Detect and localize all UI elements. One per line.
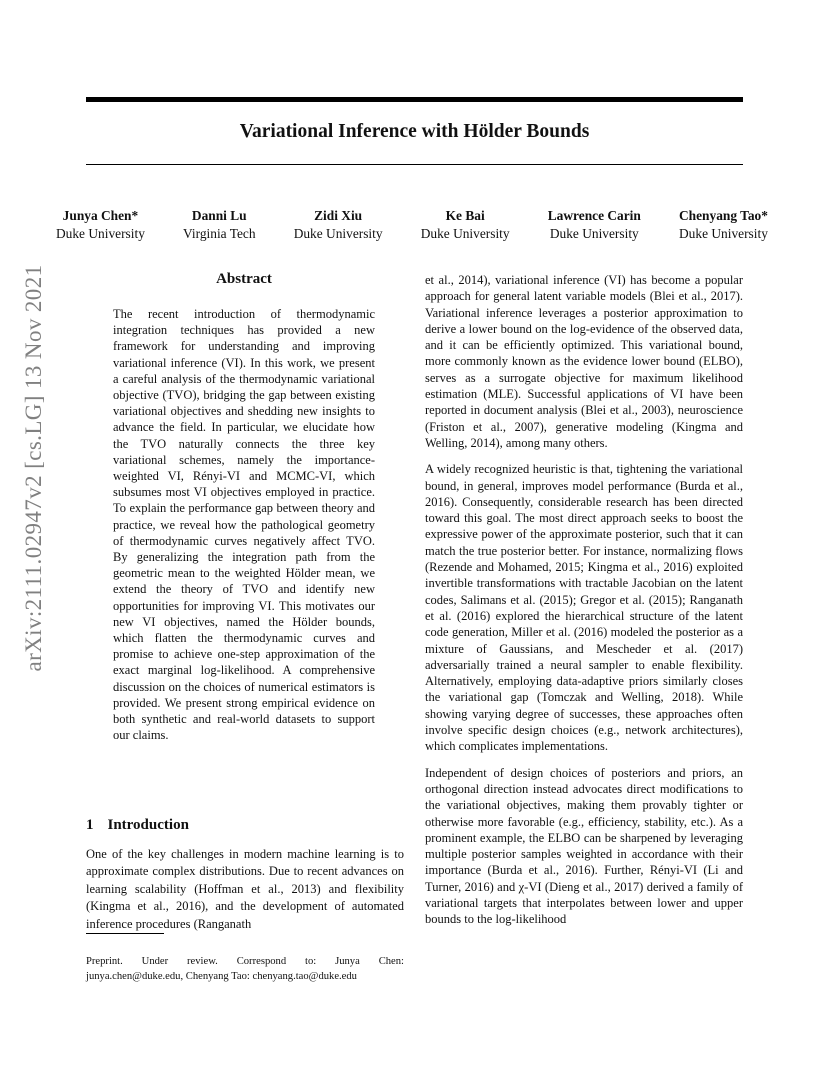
paragraph: et al., 2014), variational inference (VI) has become a popular approach for general latent variable models (Blei et al., 2017). Variational inference leverages a posterior approximation to derive a lower bound on the log-evidence of the observed data, and it can be efficiently optimized. This variational bound, more commonly known as the evidence lower bound (ELBO), serves as a surrogate objective for maximum likelihood estimation (MLE). Successful applications of VI have been reported in document analysis (Blei et al., 2003), neuroscience (Friston et al., 2007), generative modeling (Kingma and Welling, 2014), among many others. (425, 273, 743, 450)
paper-title: Variational Inference with Hölder Bounds (239, 121, 590, 142)
section-heading (86, 817, 189, 834)
author-affiliation: Virginia Tech (183, 226, 256, 241)
author-name: Zidi Xiu (314, 208, 363, 223)
top-rule (86, 97, 743, 102)
author (421, 208, 510, 242)
intro-paragraph: One of the key challenges in modern machine learning is to approximate complex distributions. Due to recent advances on learning scalability (Hoffman et al., 2013) and flexibility (Kingma et al., 2016), and the development of automated inference procedures (Ranganath (86, 847, 404, 931)
author-affiliation: Duke University (56, 226, 145, 241)
author (294, 208, 383, 242)
author-name: Junya Chen* (62, 208, 139, 223)
author (548, 208, 641, 242)
author-affiliation: Duke University (420, 226, 510, 241)
author (56, 208, 145, 242)
author-name: Danni Lu (191, 208, 247, 223)
paragraph: Independent of design choices of posteriors and priors, an orthogonal direction instead advocates direct modifications to the variational objectives, making them provably tighter or otherwise more favorable (e.g., efficiency, stability, etc.). As a prominent example, the ELBO can be sharpened by leveraging multiple posterior samples weighted in accordance with their importance (Burda et al., 2016). Further, Rényi-VI (Li and Turner, 2016) and χ-VI (Dieng et al., 2017) derived a family of variational targets that interpolates between lower and upper bounds to the log-likelihood (425, 765, 743, 927)
author (183, 208, 256, 242)
arxiv-stamp (14, 248, 54, 688)
author-affiliation: Duke University (293, 226, 383, 241)
right-column (425, 272, 743, 938)
abstract-heading: Abstract (216, 271, 272, 287)
author-name: Chenyang Tao* (679, 208, 768, 223)
author-name: Lawrence Carin (547, 208, 641, 223)
paragraph: A widely recognized heuristic is that, tightening the variational bound, in general, improves model performance (Burda et al., 2016). Consequently, considerable research has been directed toward this goal. The most direct approach seeks to boost the expressive power of the approximate posterior, such that it can match the true posterior better. For instance, normalizing flows (Rezende and Mohamed, 2015; Kingma et al., 2016) exploited invertible transformations with tractable Jacobian on the latent codes, Salimans et al. (2015); Gregor et al. (2015); Ranganath et al. (2016) explored the hierarchical structure of the latent code generation, Miller et al. (2016) modeled the posterior as a mixture of Gaussians, and Mescheder et al. (2017) adversarially trained a neural sampler to enable flexibility. Alternatively, employing data-adaptive priors similarly closes the variational gap (Tomczak and Welling, 2018). While showing varying degree of successes, these approaches often involve specific design choices (e.g., network architectures), which complicates implementations. (425, 462, 743, 754)
footnote: Preprint. Under review. Correspond to: Junya Chen: junya.chen@duke.edu, Chenyang Tao: chenyang.tao@duke.edu (86, 956, 404, 982)
title-rule (86, 164, 743, 165)
author-affiliation: Duke University (549, 226, 639, 241)
abstract-body: The recent introduction of thermodynamic integration techniques has provided a new framework for understanding and improving variational inference (VI). In this work, we present a careful analysis of the thermodynamic variational objective (TVO), bridging the gap between existing variational objectives and shedding new insights to advance the field. In particular, we elucidate how the TVO naturally connects the three key variational schemes, namely the importance-weighted VI, Rényi-VI and MCMC-VI, which subsumes most VI objectives employed in practice. To explain the performance gap between theory and practice, we reveal how the pathological geometry of thermodynamic curves negatively affect TVO. By generalizing the integration path from the geometric mean to the weighted Hölder mean, we extend the theory of TVO and identify new opportunities for improving VI. This motivates our new VI objectives, named the Hölder bounds, which flatten the thermodynamic curves and promise to achieve one-step approximation of the exact marginal log-likelihood. A comprehensive discussion on the choices of numerical estimators is provided. We present strong empirical evidence on both synthetic and real-world datasets to support our claims. (113, 307, 375, 743)
section-number: 1 (86, 817, 94, 833)
author-name: Ke Bai (445, 208, 485, 223)
author-list (56, 208, 768, 242)
author-affiliation: Duke University (679, 226, 768, 241)
footnote-rule (86, 933, 164, 934)
author (679, 208, 768, 242)
arxiv-id: arXiv:2111.02947v2 [cs.LG] 13 Nov 2021 (21, 264, 46, 672)
section-title: Introduction (107, 817, 189, 833)
